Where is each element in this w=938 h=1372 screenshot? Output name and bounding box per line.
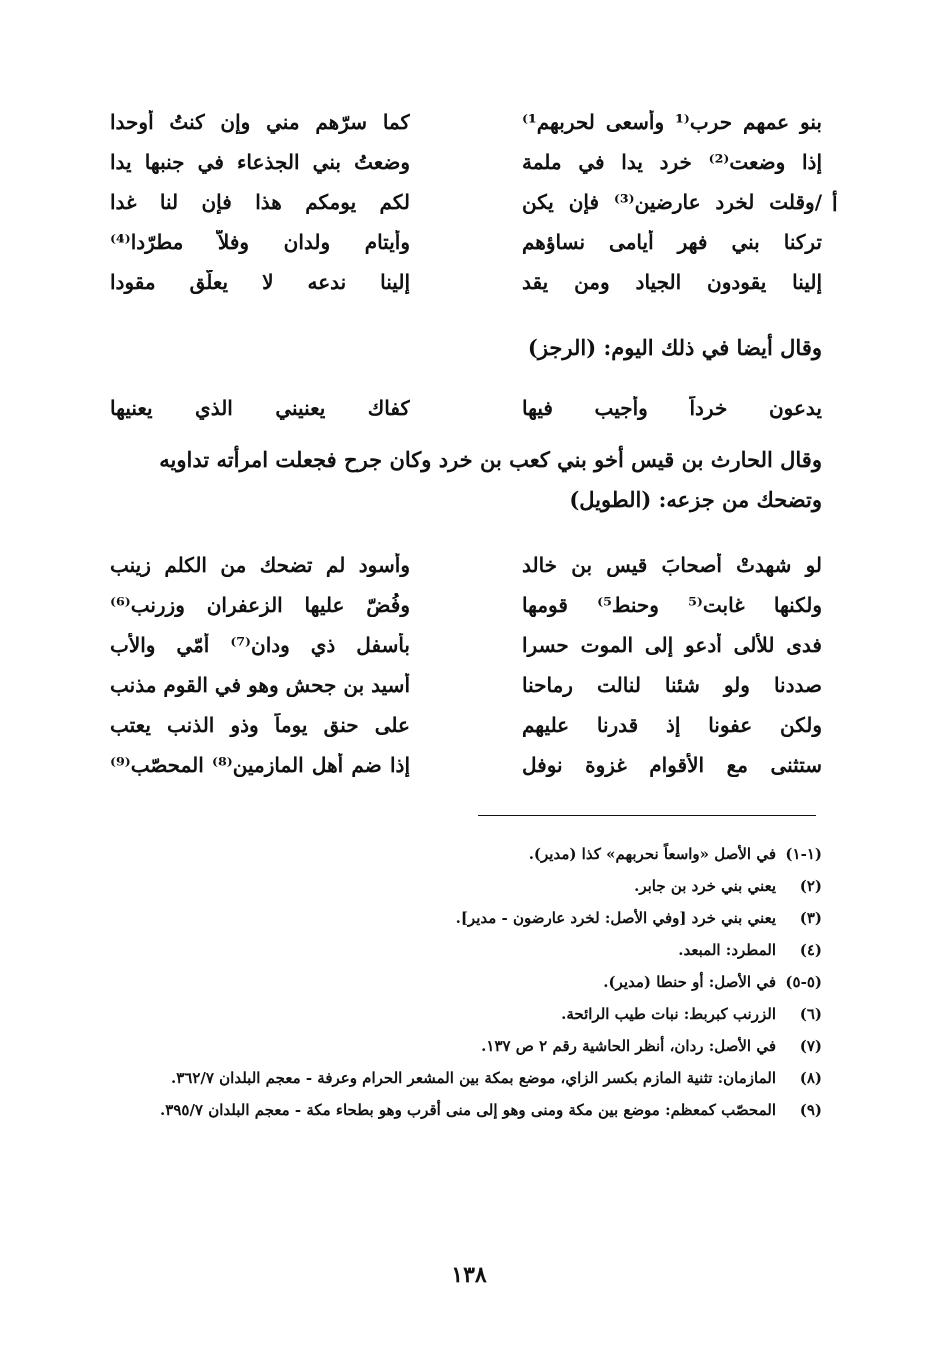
poem-3-intro: وقال الحارث بن قيس أخو بني كعب بن خرد وكان جرح فجعلت امرأته تداويه وتضحك من جزعه: (الطويل) [159,447,822,512]
verse-left-hemistich: كفاك يعنيني الذي يعنيها [110,396,410,420]
footnote-number: (١-١) [785,845,822,863]
footnote-number: (٢) [799,877,822,895]
footnote-number: (٤) [799,941,822,959]
verse-right-hemistich: بنو عمهم حرب⁽¹ وأسعى لحربهم¹⁾ [522,110,822,134]
verse-right-hemistich: /وقلت لخرد عارضين⁽³⁾ فإن يكن [522,190,822,214]
verse-line [110,102,822,142]
verse-line [110,625,822,665]
verse-left-hemistich: وأيتام ولدان وفلاّ مطرّدا⁽⁴⁾ [110,230,410,254]
footnote-text: يعني بني خرد بن جابر. [634,877,776,895]
poem-2 [110,388,822,428]
footnote-number: (٣) [799,909,822,927]
verse-left-hemistich: على حنق يوماً وذو الذنب يعتب [110,713,410,737]
verse-left-hemistich: بأسفل ذي ودان⁽⁷⁾ أمّي والأب [110,633,410,657]
verse-right-hemistich: ولكن عفونا إذ قدرنا عليهم [522,713,822,737]
verse-line [110,745,822,785]
verse-left-hemistich: إذا ضم أهل المازمين⁽⁸⁾ المحصّب⁽⁹⁾ [110,753,410,777]
footnote-text: في الأصل «واسعاً نحربهم» كذا (مدير). [528,845,776,863]
footnote-number: (٨) [799,1069,822,1087]
footnote [110,1094,822,1126]
poem-2-intro: وقال أيضا في ذلك اليوم: (الرجز) [527,335,822,360]
verse-left-hemistich: وضعتُ بني الجذعاء في جنبها يدا [110,150,410,174]
footnote-number: (٦) [799,1005,822,1023]
footnote-text: في الأصل: ردان، أنظر الحاشية رقم ٢ ص ١٣٧. [481,1037,776,1055]
footnote [110,870,822,902]
verse-right-hemistich: ولكنها غابت⁽⁵ وحنط⁵⁾ قومها [522,593,822,617]
verse-line [110,262,822,302]
verse-left-hemistich: وفُضّ عليها الزعفران وزرنب⁽⁶⁾ [110,593,410,617]
verse-line [110,705,822,745]
footnote [110,998,822,1030]
verse-line [110,142,822,182]
verse-right-hemistich: تركنا بني فهر أيامى نساؤهم [522,230,822,254]
verse-right-hemistich: صددنا ولو شئنا لنالت رماحنا [522,673,822,697]
footnote [110,1062,822,1094]
poem-1 [110,102,822,302]
footnote-text: الزرنب كبربط: نبات طيب الرائحة. [561,1005,776,1023]
footnotes [110,838,822,1126]
footnote-text: في الأصل: أو حنطا (مدير). [603,973,776,991]
verse-line [110,665,822,705]
footnote-divider [478,815,816,816]
poem-3 [110,545,822,785]
footnote [110,838,822,870]
verse-right-hemistich: فدى للألى أدعو إلى الموت حسرا [522,633,822,657]
footnote-text: يعني بني خرد [وفي الأصل: لخرد عارضون - مدير]. [455,909,776,927]
footnote [110,966,822,998]
verse-line [110,388,822,428]
verse-right-hemistich: يدعون خرداً وأجيب فيها [522,396,822,420]
margin-mark: أ [832,192,838,216]
footnote-number: (٩) [799,1101,822,1119]
verse-line [110,545,822,585]
footnote [110,934,822,966]
footnote-number: (٧) [799,1037,822,1055]
verse-line [110,585,822,625]
verse-left-hemistich: لكم يومكم هذا فإن لنا غدا [110,190,410,214]
verse-line [110,182,822,222]
verse-left-hemistich: كما سرّهم مني وإن كنتُ أوحدا [110,110,410,134]
footnote-text: المازمان: تثنية المازم بكسر الزاي، موضع بمكة بين المشعر الحرام وعرفة - معجم البلدان ٣٦٢/٧. [170,1069,776,1087]
page-number: ١٣٨ [451,1262,487,1288]
verse-right-hemistich: إذا وضعت⁽²⁾ خرد يدا في ملمة [522,150,822,174]
verse-right-hemistich: إلينا يقودون الجياد ومن يقد [522,270,822,294]
verse-line [110,222,822,262]
footnote [110,1030,822,1062]
footnote-number: (٥-٥) [785,973,822,991]
footnote-text: المحصّب كمعظم: موضع بين مكة ومنى وهو إلى منى أقرب وهو بطحاء مكة - معجم البلدان ٣٩٥/٧. [160,1101,776,1119]
verse-left-hemistich: إلينا ندعه لا يعلّق مقودا [110,270,410,294]
verse-right-hemistich: لو شهدتْ أصحابَ قيس بن خالد [522,553,822,577]
verse-right-hemistich: ستثنى مع الأقوام غزوة نوفل [522,753,822,777]
verse-left-hemistich: وأسود لم تضحك من الكلم زينب [110,553,410,577]
footnote [110,902,822,934]
footnote-text: المطرد: المبعد. [678,941,776,959]
verse-left-hemistich: أسيد بن جحش وهو في القوم مذنب [110,673,410,697]
